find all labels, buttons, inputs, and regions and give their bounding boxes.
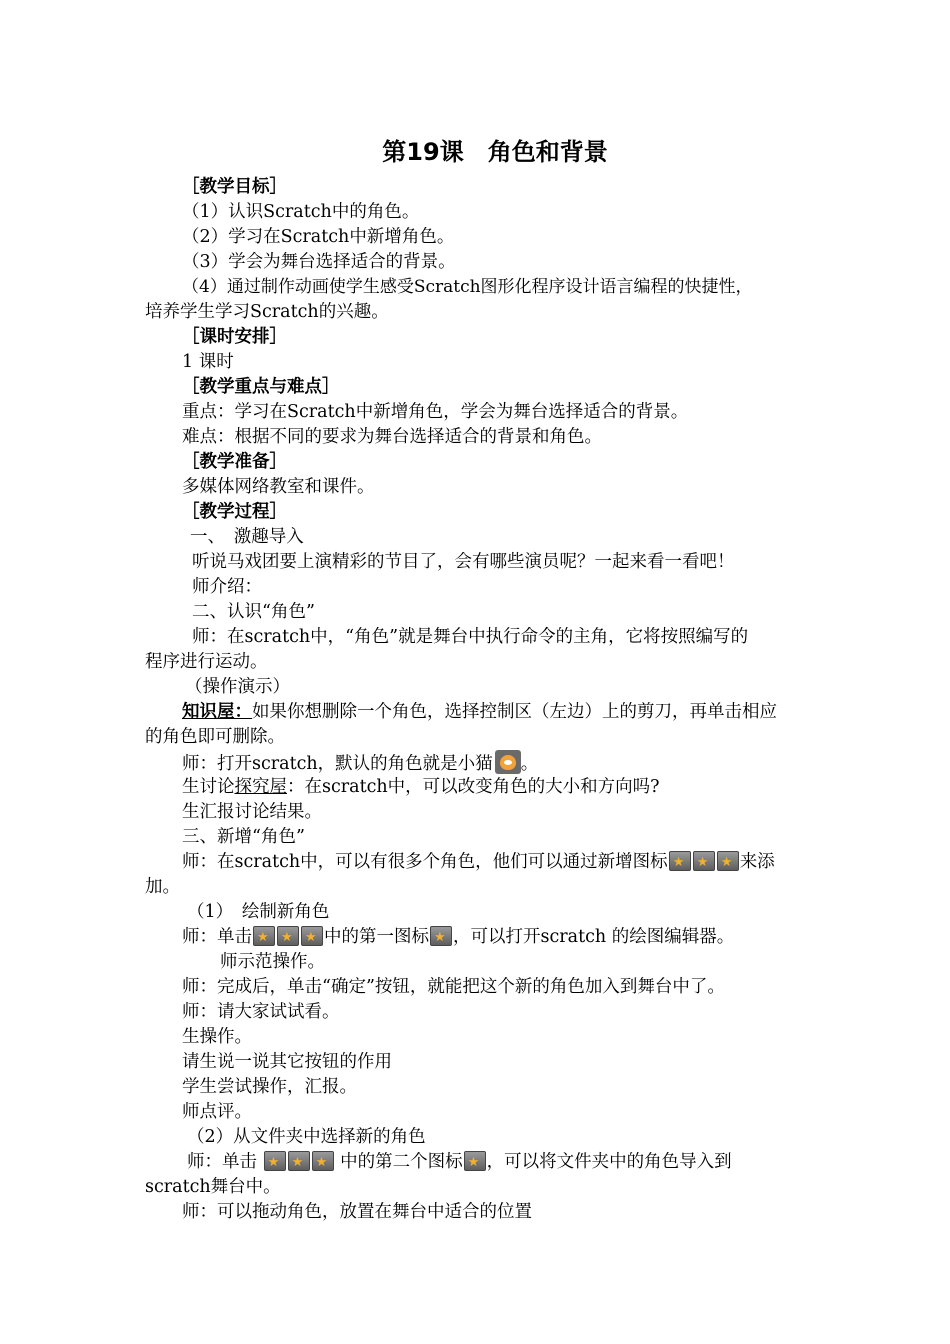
new-sprite-buttons: [263, 1150, 335, 1174]
text-line: 一、 激趣导入: [190, 527, 304, 547]
text-span: 中的第一图标: [324, 927, 429, 947]
section-heading-preparation: ［教学准备］: [182, 452, 287, 472]
text-line: （3）学会为舞台选择适合的背景。: [182, 252, 456, 272]
text-span: 师：单击: [187, 1152, 263, 1172]
text-line: 师介绍：: [192, 577, 262, 597]
text-span: 中的第二个图标: [334, 1152, 463, 1172]
choose-sprite-from-file-icon: [693, 851, 715, 871]
text-line: 重点：学习在Scratch中新增角色，学会为舞台选择适合的背景。: [182, 402, 689, 422]
text-line: 生汇报讨论结果。: [182, 802, 322, 822]
knowledge-note: [182, 700, 777, 724]
text-line: （1） 绘制新角色: [187, 902, 330, 922]
text-span: 来添: [739, 852, 775, 872]
text-line: [182, 775, 660, 799]
section-heading-keypoints: ［教学重点与难点］: [182, 377, 340, 397]
text-line: 请生说一说其它按钮的作用: [182, 1052, 392, 1072]
text-line: 师点评。: [182, 1102, 252, 1122]
text-line: 难点：根据不同的要求为舞台选择适合的背景和角色。: [182, 427, 602, 447]
text-span: 师：打开scratch，默认的角色就是小猫: [182, 754, 493, 774]
choose-sprite-from-file-icon: [288, 1151, 310, 1171]
text-line: 多媒体网络教室和课件。: [182, 477, 375, 497]
text-line: 培养学生学习Scratch的兴趣。: [145, 302, 389, 322]
explore-label: 探究屋: [234, 777, 287, 797]
random-sprite-icon: [312, 1151, 334, 1171]
text-span: 。: [520, 754, 539, 774]
text-span: ，可以打开scratch 的绘图编辑器。: [453, 927, 735, 947]
text-line: 师：可以拖动角色，放置在舞台中适合的位置: [182, 1202, 532, 1222]
text-line: [187, 1150, 732, 1174]
text-line: 学生尝试操作，汇报。: [182, 1077, 357, 1097]
paint-new-sprite-icon: [669, 851, 691, 871]
paint-new-sprite-icon: [264, 1151, 286, 1171]
text-line: 加。: [145, 877, 180, 897]
choose-sprite-from-file-icon: [277, 926, 299, 946]
text-line: 听说马戏团要上演精彩的节目了，会有哪些演员呢？一起来看一看吧！: [192, 552, 735, 572]
text-line: 师：在scratch中，“角色”就是舞台中执行命令的主角，它将按照编写的: [192, 627, 749, 647]
text-line: [182, 925, 734, 949]
random-sprite-icon: [717, 851, 739, 871]
text-line: [182, 750, 538, 776]
choose-sprite-from-file-icon: [464, 1151, 486, 1171]
text-span: 师：单击: [182, 927, 252, 947]
text-span: 师：在scratch中，可以有很多个角色，他们可以通过新增图标: [182, 852, 668, 872]
text-line: 二、认识“角色”: [192, 602, 315, 622]
section-heading-goals: ［教学目标］: [182, 177, 287, 197]
text-line: 师：完成后，单击“确定”按钮，就能把这个新的角色加入到舞台中了。: [182, 977, 725, 997]
page-title: 第19课 角色和背景: [382, 138, 608, 166]
text-line: （操作演示）: [185, 677, 290, 697]
text-line: scratch舞台中。: [145, 1177, 281, 1197]
text-span: ，可以将文件夹中的角色导入到: [486, 1152, 732, 1172]
text-line: 的角色即可删除。: [145, 727, 285, 747]
text-line: [182, 850, 775, 874]
text-line: 三、新增“角色”: [182, 827, 305, 847]
text-line: （2）从文件夹中选择新的角色: [187, 1127, 426, 1147]
text-line: 师：请大家试试看。: [182, 1002, 340, 1022]
text-line: （2）学习在Scratch中新增角色。: [182, 227, 455, 247]
section-heading-process: ［教学过程］: [182, 502, 287, 522]
text-span: 如果你想删除一个角色，选择控制区（左边）上的剪刀，再单击相应: [252, 702, 777, 722]
text-span: ：在scratch中，可以改变角色的大小和方向吗?: [287, 777, 660, 797]
text-span: 生讨论: [182, 777, 235, 797]
text-line: 程序进行运动。: [145, 652, 268, 672]
paint-new-sprite-icon: [430, 926, 452, 946]
text-line: 师示范操作。: [220, 952, 325, 972]
text-line: （1）认识Scratch中的角色。: [182, 202, 420, 222]
new-sprite-buttons: [668, 850, 740, 874]
random-sprite-icon: [301, 926, 323, 946]
new-sprite-buttons: [252, 925, 324, 949]
text-line: 1 课时: [182, 352, 234, 372]
text-line: （4）通过制作动画使学生感受Scratch图形化程序设计语言编程的快捷性，: [182, 277, 753, 297]
scratch-cat-icon: [495, 750, 521, 774]
knowledge-label: 知识屋：: [182, 702, 252, 722]
section-heading-schedule: ［课时安排］: [182, 327, 287, 347]
text-line: 生操作。: [182, 1027, 252, 1047]
paint-new-sprite-icon: [253, 926, 275, 946]
